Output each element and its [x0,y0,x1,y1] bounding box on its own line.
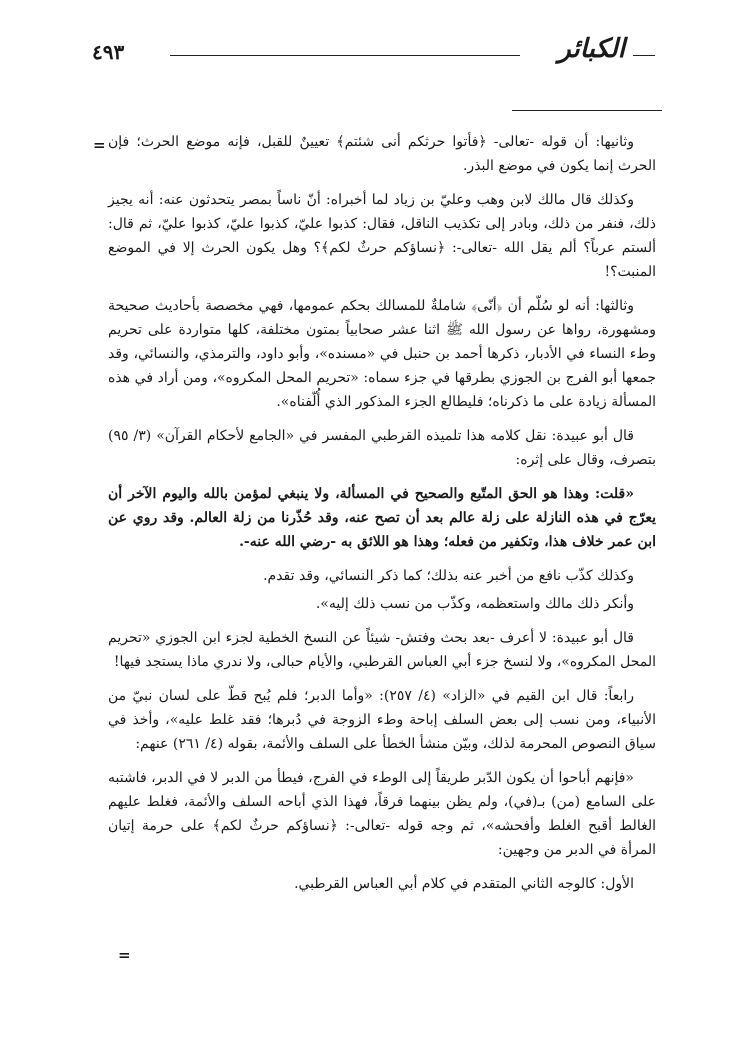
paragraph-7: وأنكر ذلك مالك واستعظمه، وكذّب من نسب ذلك إليه». [315,596,634,612]
paragraph-10: «فإنهم أباحوا أن يكون الدّبر طريقاً إلى الوطء في الفرج، فيطأ من الدبر لا في الدبر، فاشتبه على السامع (من) بـ(في)، ولم يظن بينهما فرقاً، فهذا الذي أباحه السلف والأئمة، فغلط عليهم الغالط أقبح الغلط وأفحشه»، ثم وجه قوله -تعالى-: ﴿نساؤكم حرثٌ لكم﴾ على حرمة إتيان المرأة في الدبر من وجهين: [108,770,656,858]
paragraph-2: وكذلك قال مالك لابن وهب وعليّ بن زياد لما أخبراه: أنّ ناساً بمصر يتحدثون عنه: أنه يجيز ذلك، فنفر من ذلك، وبادر إلى تكذيب الناقل، فقال: كذبوا عليّ، كذبوا عليّ، كذبوا عليّ، ثم قال: ألستم عرباً؟ ألم يقل الله -تعالى-: ﴿نساؤكم حرثٌ لكم﴾؟ وهل يكون الحرث إلا في الموضع المنبت؟! [108,192,656,280]
page-header [92,34,655,78]
paragraph-4: قال أبو عبيدة: نقل كلامه هذا تلميذه القرطبي المفسر في «الجامع لأحكام القرآن» (٣/ ٩٥) بتصرف، وقال على إثره: [108,428,656,468]
paragraph-5: «قلت: وهذا هو الحق المتّبع والصحيح في المسألة، ولا ينبغي لمؤمن بالله واليوم الآخر أن يعرّج في هذه النازلة على زلة عالم بعد أن تصح عنه، وقد حُذّرنا من زلة العالم. وقد روي عن ابن عمر خلاف هذا، وتكفير من فعله؛ وهذا هو اللائق به -رضي الله عنه-. [108,486,657,550]
paragraph-9: رابعاً: قال ابن القيم في «الزاد» (٤/ ٢٥٧): «وأما الدبر؛ فلم يُبح قطّ على لسان نبيّ من الأنبياء، ومن نسب إلى بعض السلف إباحة وطء الزوجة في دُبرها؛ فقد غلط عليه»، وأخذ في سياق النصوص المحرمة لذلك، وبيّن منشأ الخطأ على السلف والأئمة، بقوله (٤/ ٢٦١) عنهم: [108,688,656,752]
top-continuation-mark: = [93,136,106,154]
paragraph-3: وثالثها: أنه لو سُلّم أن ﴿أنّى﴾ شاملةٌ للمسالك بحكم عمومها، فهي مخصصة بأحاديث صحيحة ومشهورة، رواها عن رسول الله ﷺ اثنا عشر صحابياً بمتون مختلفة، كلها متواردة على تحريم وطء النساء في الأدبار، ذكرها أحمد بن حنبل في «مسنده»، وأبو داود، والترمذي، والنسائي، وقد جمعها أبو الفرج بن الجوزي بطرقها في جزء سماه: «تحريم المحل المكروه»، ومن أراد في هذه المسألة زيادة على ما ذكرناه؛ فليطالع الجزء المذكور الذي أُلّفناه». [108,298,656,410]
body-text [108,130,656,906]
paragraph-1: وثانيها: أن قوله -تعالى- ﴿فأتوا حرثكم أنى شئتم﴾ تعيينٌ للقبل، فإنه موضع الحرث؛ فإن الحرث إنما يكون في موضع البذر. [108,134,656,174]
page-number: ٤٩٣ [92,40,125,64]
bottom-continuation-mark: = [118,946,131,964]
footnote-separator [512,110,662,111]
paragraph-6: وكذلك كذّب نافع من أخبر عنه بذلك؛ كما ذكر النسائي، وقد تقدم. [263,568,634,584]
running-title: الكبائر [558,34,625,64]
paragraph-11: الأول: كالوجه الثاني المتقدم في كلام أبي العباس القرطبي. [294,876,634,892]
paragraph-8: قال أبو عبيدة: لا أعرف -بعد بحث وفتش- شيئاً عن النسخ الخطية لجزء ابن الجوزي «تحريم المحل المكروه»، ولا لنسخ جزء أبي العباس القرطبي، والأيام حبالى، ولا ندري ماذا يستجد فيها! [108,630,656,670]
header-tail-rule [633,55,655,56]
header-rule [170,55,520,56]
